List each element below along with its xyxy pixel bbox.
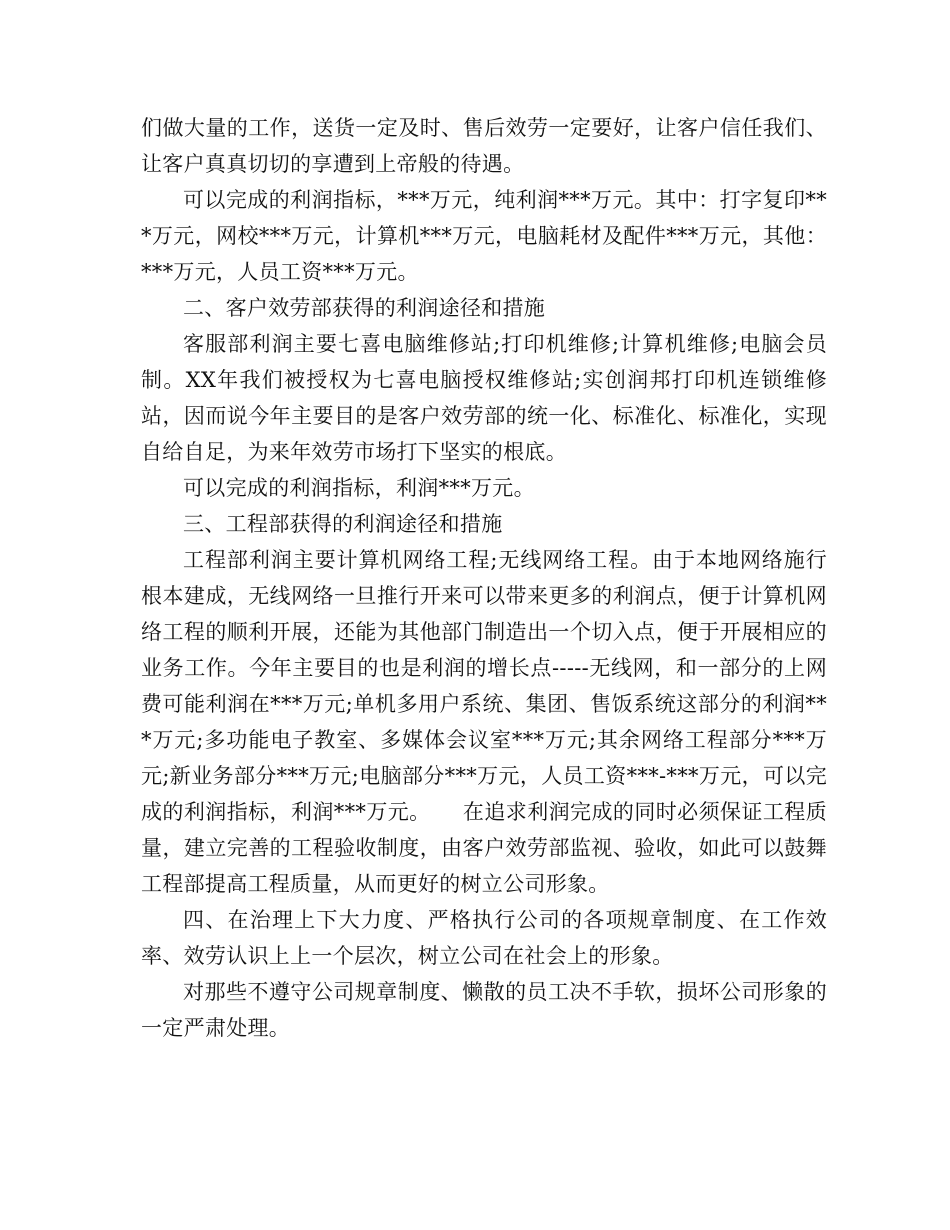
section-heading-engineering: 三、工程部获得的利润途径和措施 (183, 512, 503, 536)
paragraph-continuation: 们做大量的工作，送货一定及时、售后效劳一定要好，让客户信任我们、让客户真真切切的享遭到上帝般的待遇。 (141, 116, 827, 176)
paragraph-profit-target: 可以完成的利润指标，***万元，纯利润***万元。其中：打字复印***万元，网校***万元，计算机***万元，电脑耗材及配件***万元，其他：***万元，人员工资***万元。 (141, 188, 827, 284)
section-heading-management: 四、在治理上下大力度、严格执行公司的各项规章制度、在工作效率、效劳认识上上一个层次，树立公司在社会上的形象。 (141, 908, 827, 968)
paragraph-discipline: 对那些不遵守公司规章制度、懒散的员工决不手软，损坏公司形象的一定严肃处理。 (141, 980, 827, 1040)
paragraph-customer-service: 客服部利润主要七喜电脑维修站;打印机维修;计算机维修;电脑会员制。XX年我们被授权为七喜电脑授权维修站;实创润邦打印机连锁维修站，因而说今年主要目的是客户效劳部的统一化、标准化、标准化，实现自给自足，为来年效劳市场打下坚实的根底。 (141, 332, 827, 464)
section-heading-customer-service: 二、客户效劳部获得的利润途径和措施 (183, 296, 546, 320)
paragraph-engineering: 工程部利润主要计算机网络工程;无线网络工程。由于本地网络施行根本建成，无线网络一旦推行开来可以带来更多的利润点，便于计算机网络工程的顺利开展，还能为其他部门制造出一个切入点，便于开展相应的业务工作。今年主要目的也是利润的增长点-----无线网，和一部分的上网费可能利润在***万元;单机多用户系统、集团、售饭系统这部分的利润***万元;多功能电子教室、多媒体会议室***万元;其余网络工程部分***万元;新业务部分***万元;电脑部分***万元，人员工资***-***万元，可以完成的利润指标，利润***万元。 在追求利润完成的同时必须保证工程质量，建立完善的工程验收制度，由客户效劳部监视、验收，如此可以鼓舞工程部提高工程质量，从而更好的树立公司形象。 (141, 548, 827, 896)
document-page (141, 110, 827, 1046)
paragraph-service-profit-target: 可以完成的利润指标，利润***万元。 (183, 476, 535, 500)
